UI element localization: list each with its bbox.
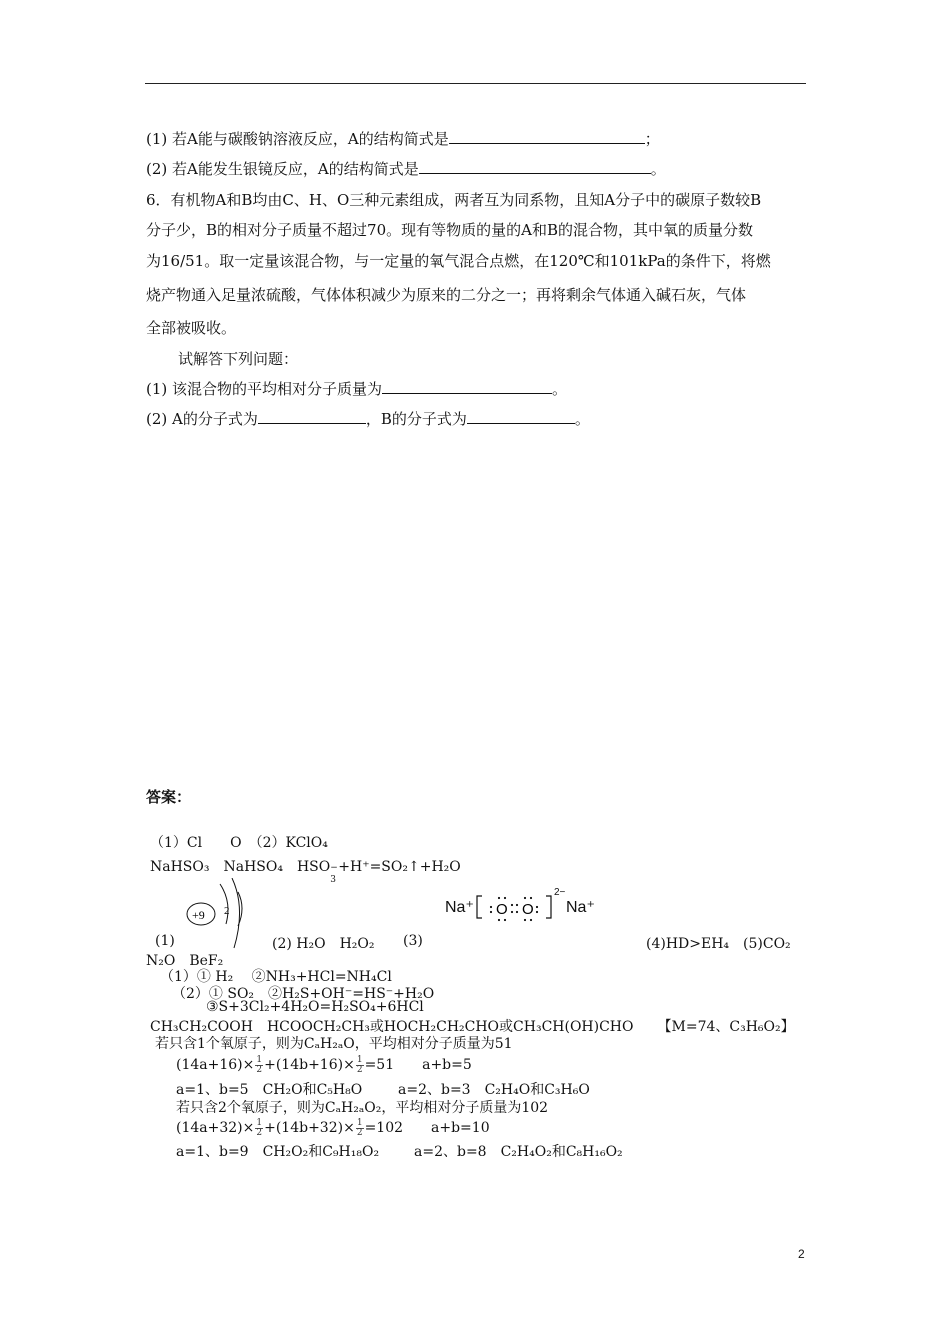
q6-part2: (2) A的分子式为 ，B的分子式为 。 xyxy=(146,410,590,428)
na-left: Na⁺ xyxy=(445,899,474,916)
peroxide-charge: 2− xyxy=(554,887,566,898)
answer-line-11b: a=2、b=3 C₂H₄O和C₃H₆O xyxy=(398,1082,590,1098)
answer-line-1: （1）Cl O （2）KClO₄ xyxy=(150,835,328,851)
nucleus-label: +9 xyxy=(192,908,205,922)
answer-line-3-right: (4)HD>EH₄ (5)CO₂ xyxy=(646,936,791,952)
answers-heading: 答案： xyxy=(146,788,192,806)
q6-line4: 烧产物通入足量浓硫酸，气体体积减少为原来的二分之一；再将剩余气体通入碱石灰，气体 xyxy=(146,286,747,304)
answer-line-3-label3: (3) xyxy=(403,933,423,949)
fraction-half: $\frac{1}{2}$ xyxy=(256,1117,263,1138)
answer-line-8: CH₃CH₂COOH HCOOCH₂CH₃或HOCH₂CH₂CHO或CH₃CH(OH)CHO 【M=74、C₃H₆O₂】 xyxy=(150,1019,795,1035)
answer-line-14a: a=1、b=9 CH₂O₂和C₉H₁₈O₂ xyxy=(176,1144,380,1160)
answer-blank xyxy=(419,159,651,174)
q6-line3: 为16/51。取一定量该混合物，与一定量的氧气混合点燃，在120℃和101kPa的条件下，将燃 xyxy=(146,252,771,270)
answer-line-12: 若只含2个氧原子，则为CₐH₂ₐO₂，平均相对分子质量为102 xyxy=(176,1100,549,1116)
q6-line1: 6．有机物A和B均由C、H、O三种元素组成，两者互为同系物，且知A分子中的碳原子数较B xyxy=(146,191,762,209)
answer-line-6: （2）① SO₂ ②H₂S+OH⁻=HS⁻+H₂O xyxy=(172,986,435,1002)
q6-part1: (1) 该混合物的平均相对分子质量为 。 xyxy=(146,380,568,398)
answer-blank xyxy=(382,379,552,394)
answer-blank xyxy=(467,409,575,424)
answer-line-13: (14a+32)× $\frac{1}{2}$ +(14b+32)× $\frac{1}{2}$ =102 a+b=10 xyxy=(176,1117,490,1138)
q6-prompt: 试解答下列问题： xyxy=(178,350,299,368)
answer-line-9: 若只含1个氧原子，则为CₐH₂ₐO，平均相对分子质量为51 xyxy=(155,1036,513,1052)
q6-line5: 全部被吸收。 xyxy=(146,319,237,337)
answer-line-3-label1: (1) xyxy=(155,933,175,949)
header-rule xyxy=(145,83,806,84)
fraction-half: $\frac{1}{2}$ xyxy=(256,1054,263,1075)
q5-part2: (2) 若A能发生银镜反应，A的结构简式是 。 xyxy=(146,160,666,178)
peroxide-bracket xyxy=(474,890,564,930)
electron-count: 2 xyxy=(224,905,230,917)
answer-blank xyxy=(449,129,645,144)
answer-line-5: （1）① H₂ ②NH₃+HCl=NH₄Cl xyxy=(160,969,392,985)
fluorine-atom-diagram xyxy=(180,878,260,950)
q5-part1: (1) 若A能与碳酸钠溶液反应，A的结构简式是 ； xyxy=(146,130,660,148)
fraction-half: $\frac{1}{2}$ xyxy=(356,1054,363,1075)
q6-line2: 分子少，B的相对分子质量不超过70。现有等物质的量的A和B的混合物，其中氧的质量分数 xyxy=(146,221,753,239)
answer-line-7: ③S+3Cl₂+4H₂O=H₂SO₄+6HCl xyxy=(206,999,424,1015)
answer-line-3-label2: (2) H₂O H₂O₂ xyxy=(272,936,375,952)
na2o2-structure xyxy=(445,897,474,917)
answer-blank xyxy=(258,409,366,424)
answer-line-14b: a=2、b=8 C₂H₄O₂和C₈H₁₆O₂ xyxy=(414,1144,623,1160)
fraction-half: $\frac{1}{2}$ xyxy=(356,1117,363,1138)
answer-line-10: (14a+16)× $\frac{1}{2}$ +(14b+16)× $\frac{1}{2}$ =51 a+b=5 xyxy=(176,1054,472,1075)
svg-text:O: O xyxy=(522,901,534,918)
svg-text:O: O xyxy=(496,901,508,918)
answer-line-2: NaHSO₃ NaHSO₄ HSO − 3 +H⁺=SO₂↑+H₂O xyxy=(150,859,461,885)
answer-line-11a: a=1、b=5 CH₂O和C₅H₈O xyxy=(176,1082,363,1098)
na-right: Na⁺ xyxy=(566,899,595,916)
page-number: 2 xyxy=(798,1247,805,1261)
answer-line-4: N₂O BeF₂ xyxy=(146,953,224,969)
